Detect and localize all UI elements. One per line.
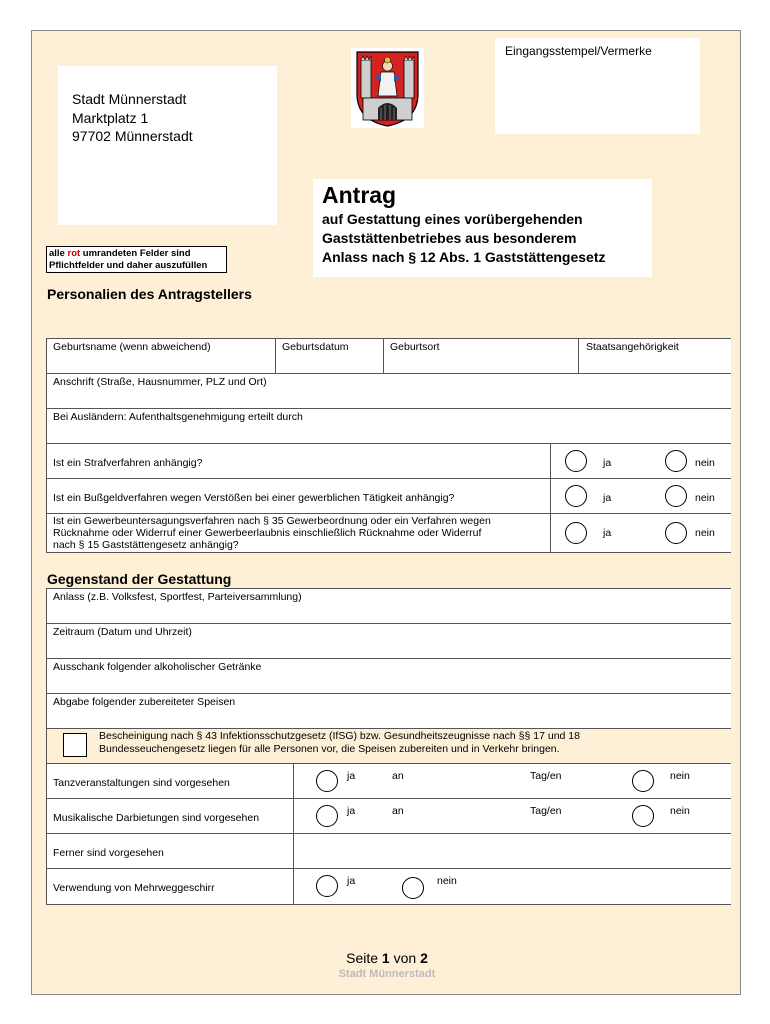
criminal-proceedings-label: Ist ein Strafverfahren anhängig?	[53, 457, 203, 469]
music-question	[47, 799, 294, 834]
fine-proceedings-label: Ist ein Bußgeldverfahren wegen Verstößen bei einer gewerblichen Tätigkeit anhängig?	[53, 492, 455, 504]
yes-label: ja	[603, 457, 612, 469]
fine-proceedings-question	[47, 479, 551, 514]
further-field[interactable]	[294, 834, 731, 869]
drinks-field[interactable]	[47, 659, 731, 694]
note-red-word: rot	[67, 248, 81, 259]
coat-of-arms-logo	[351, 48, 424, 128]
birth-place-label: Geburtsort	[390, 341, 440, 353]
birth-name-label: Geburtsname (wenn abweichend)	[53, 341, 211, 353]
yes-label: ja	[603, 527, 612, 539]
permit-table	[46, 588, 731, 905]
dance-yes-radio[interactable]	[316, 770, 338, 792]
drinks-label: Ausschank folgender alkoholischer Getränke	[53, 661, 262, 673]
occasion-field[interactable]	[47, 589, 731, 624]
criminal-proceedings-options	[551, 444, 731, 479]
birth-date-label: Geburtsdatum	[282, 341, 349, 353]
page-number	[32, 950, 742, 966]
trade-no-radio[interactable]	[665, 522, 687, 544]
food-field[interactable]	[47, 694, 731, 729]
section-heading-applicant: Personalien des Antragstellers	[47, 286, 252, 302]
address-line-3: 97702 Münnerstadt	[72, 128, 193, 144]
note-post: umrandeten Felder sind	[80, 248, 191, 259]
days-label: Tag/en	[530, 805, 562, 817]
residence-permit-label: Bei Ausländern: Aufenthaltsgenehmigung erteilt durch	[53, 411, 303, 423]
yes-label: ja	[347, 805, 356, 817]
address-line-1: Stadt Münnerstadt	[72, 91, 187, 107]
birth-date-field[interactable]	[276, 339, 384, 374]
trade-prohibition-label-2: Rücknahme oder Widerruf einer Gewerbeerlaubnis einschließlich Rücknahme oder Widerruf	[53, 527, 482, 539]
no-label: nein	[695, 492, 715, 504]
dance-label: Tanzveranstaltungen sind vorgesehen	[53, 777, 230, 789]
dance-options[interactable]	[294, 764, 731, 799]
no-label: nein	[670, 805, 690, 817]
period-field[interactable]	[47, 624, 731, 659]
footer-org: Stadt Münnerstadt	[338, 968, 436, 980]
birth-place-field[interactable]	[384, 339, 579, 374]
on-label: an	[392, 805, 404, 817]
dance-no-radio[interactable]	[632, 770, 654, 792]
reusable-yes-radio[interactable]	[316, 875, 338, 897]
music-label: Musikalische Darbietungen sind vorgesehen	[53, 812, 260, 824]
title-box	[313, 179, 652, 277]
address-line-2: Marktplatz 1	[72, 109, 149, 126]
page-total: 2	[420, 950, 428, 966]
note-line-2: Pflichtfelder und daher auszufüllen	[49, 260, 208, 271]
no-label: nein	[437, 875, 457, 887]
no-label: nein	[670, 770, 690, 782]
trade-prohibition-options	[551, 514, 731, 552]
health-certificate-label-2: Bundesseuchengesetz liegen für alle Personen vor, die Speisen zubereiten und in Verkehr bringen.	[99, 743, 560, 755]
yes-label: ja	[347, 875, 356, 887]
fine-proceedings-options	[551, 479, 731, 514]
form-subtitle	[322, 210, 605, 267]
reusable-options	[294, 869, 731, 904]
reusable-label: Verwendung von Mehrweggeschirr	[53, 882, 215, 894]
trade-prohibition-label-1: Ist ein Gewerbeuntersagungsverfahren nach § 35 Gewerbeordnung oder ein Verfahren wegen	[53, 515, 491, 527]
trade-yes-radio[interactable]	[565, 522, 587, 544]
music-no-radio[interactable]	[632, 805, 654, 827]
criminal-yes-radio[interactable]	[565, 450, 587, 472]
health-certificate-label-1: Bescheinigung nach § 43 Infektionsschutzgesetz (IfSG) bzw. Gesundheitszeugnisse nach §§ 17 und 18	[99, 730, 580, 742]
fine-yes-radio[interactable]	[565, 485, 587, 507]
residence-permit-field[interactable]	[47, 409, 731, 444]
form-title: Antrag	[322, 182, 397, 208]
stamp-label: Eingangsstempel/Vermerke	[505, 44, 652, 58]
criminal-proceedings-question	[47, 444, 551, 479]
page-mid: von	[389, 950, 421, 966]
dance-question	[47, 764, 294, 799]
music-options[interactable]	[294, 799, 731, 834]
music-yes-radio[interactable]	[316, 805, 338, 827]
trade-prohibition-label-3: nach § 15 Gaststättengesetz anhängig?	[53, 539, 239, 551]
trade-prohibition-question	[47, 514, 551, 552]
address-field[interactable]	[47, 374, 731, 409]
subtitle-line-2: Gaststättenbetriebes aus besonderem	[322, 230, 577, 246]
form-page	[31, 30, 741, 995]
reusable-question	[47, 869, 294, 904]
page-pre: Seite	[346, 950, 382, 966]
recipient-address	[58, 66, 277, 225]
note-pre: alle	[49, 248, 68, 259]
reusable-no-radio[interactable]	[402, 877, 424, 899]
nationality-label: Staatsangehörigkeit	[586, 341, 679, 353]
further-label: Ferner sind vorgesehen	[53, 847, 164, 859]
on-label: an	[392, 770, 404, 782]
section-heading-permit: Gegenstand der Gestattung	[47, 571, 232, 587]
stamp-box	[495, 38, 700, 134]
health-certificate-row	[47, 729, 731, 764]
birth-name-field[interactable]	[47, 339, 276, 374]
page-current: 1	[381, 950, 390, 966]
occasion-label: Anlass (z.B. Volksfest, Sportfest, Parteiversammlung)	[53, 591, 302, 603]
applicant-table	[46, 338, 731, 553]
required-fields-note	[46, 246, 227, 273]
yes-label: ja	[603, 492, 612, 504]
food-label: Abgabe folgender zubereiteter Speisen	[53, 696, 236, 708]
days-label: Tag/en	[530, 770, 562, 782]
health-certificate-checkbox[interactable]	[63, 733, 87, 757]
nationality-field[interactable]	[579, 339, 731, 374]
address-label: Anschrift (Straße, Hausnummer, PLZ und Ort)	[53, 376, 267, 388]
yes-label: ja	[347, 770, 356, 782]
subtitle-line-1: auf Gestattung eines vorübergehenden	[322, 211, 583, 227]
no-label: nein	[695, 527, 715, 539]
subtitle-line-3: Anlass nach § 12 Abs. 1 Gaststättengesetz	[322, 249, 606, 265]
criminal-no-radio[interactable]	[665, 450, 687, 472]
period-label: Zeitraum (Datum und Uhrzeit)	[53, 626, 192, 638]
further-question	[47, 834, 294, 869]
no-label: nein	[695, 457, 715, 469]
fine-no-radio[interactable]	[665, 485, 687, 507]
